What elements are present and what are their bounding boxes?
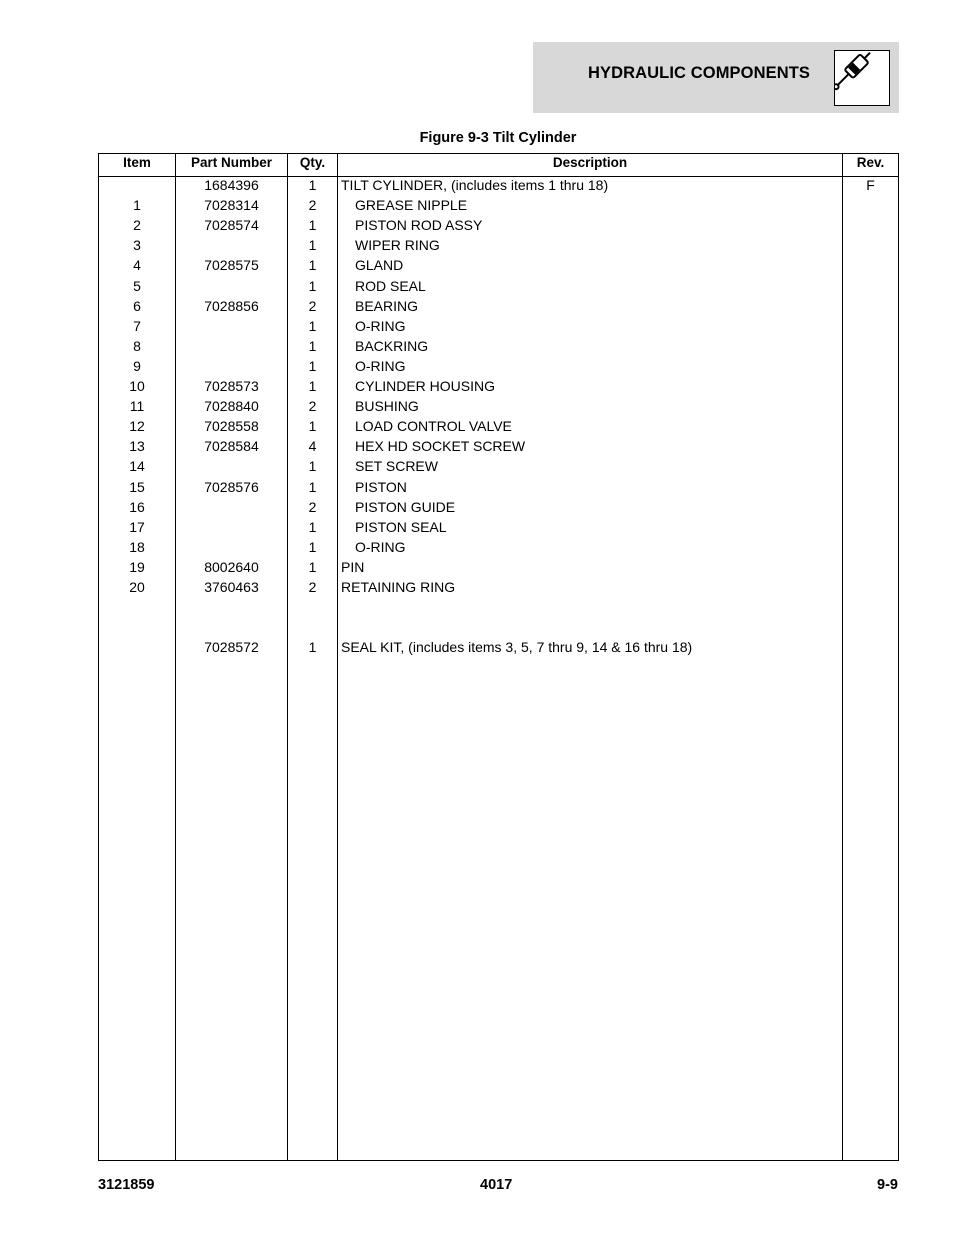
table-row [99,519,898,539]
table-row [99,257,898,277]
cell-qty: 2 [308,498,317,515]
cell-description: TILT CYLINDER, (includes items 1 thru 18) [341,177,609,193]
cell-description: O-RING [355,317,406,334]
cell-item: 18 [129,538,145,555]
cell-part-number: 7028575 [204,257,259,274]
cell-part-number: 3760463 [204,579,259,595]
cell-item: 6 [133,297,141,314]
table-row [99,599,898,619]
cell-qty: 4 [308,438,317,455]
table-row [99,318,898,338]
table-row [99,217,898,237]
cell-item: 16 [129,498,145,515]
cell-item: 13 [129,438,145,455]
cell-qty: 1 [308,538,317,555]
cell-part-number: 7028574 [204,217,259,234]
cell-qty: 1 [308,518,317,535]
footer-page-number: 9-9 [877,1177,898,1193]
footer-model: 4017 [480,1177,513,1193]
column-header-part-number: Part Number [190,155,273,170]
cell-description: PISTON ROD ASSY [355,217,483,234]
table-row [99,539,898,559]
cell-description: PISTON [355,478,407,495]
cell-description: ROD SEAL [355,277,426,294]
hydraulic-cylinder-icon [834,50,890,106]
table-row [99,338,898,358]
cell-item: 10 [129,378,145,394]
column-header-description: Description [552,155,628,170]
cell-qty: 1 [308,458,317,475]
table-row [99,197,898,217]
column-header-item: Item [123,155,151,170]
cell-part-number: 7028314 [204,197,259,214]
cell-qty: 1 [308,177,317,193]
cell-qty: 1 [308,558,317,575]
cell-part-number: 1684396 [204,177,259,193]
cell-description: HEX HD SOCKET SCREW [355,438,526,455]
table-row [99,418,898,438]
cell-item: 12 [129,418,145,435]
table-row [99,398,898,418]
cell-qty: 1 [308,237,317,254]
parts-table [98,153,899,1161]
table-row [99,278,898,298]
cell-item: 19 [129,558,145,575]
cell-part-number: 7028573 [204,378,259,394]
cell-description: CYLINDER HOUSING [355,378,496,394]
cell-qty: 1 [308,277,317,294]
cell-part-number: 8002640 [204,558,259,575]
cell-item: 14 [129,458,145,475]
cell-qty: 1 [308,639,317,656]
cell-qty: 1 [308,418,317,435]
cell-rev: F [866,177,875,193]
cell-item: 15 [129,478,145,495]
figure-title: Figure 9-3 Tilt Cylinder [419,130,577,146]
table-row [99,358,898,378]
cell-item: 5 [133,277,141,294]
cell-part-number: 7028840 [204,398,259,415]
table-row [99,499,898,519]
cell-item: 2 [133,217,141,234]
table-row [99,177,898,197]
column-header-rev: Rev. [856,155,885,170]
column-header-qty: Qty. [299,155,326,170]
cell-description: O-RING [355,357,406,374]
cell-item: 3 [133,237,141,254]
cell-description: GLAND [355,257,404,274]
table-row [99,479,898,499]
table-row [99,298,898,318]
cell-part-number: 7028572 [204,639,259,656]
cell-item: 20 [129,579,145,595]
cell-item: 9 [133,357,141,374]
section-title: HYDRAULIC COMPONENTS [588,64,811,82]
cell-item: 7 [133,317,141,334]
cell-item: 1 [133,197,141,214]
table-row [99,378,898,398]
cell-part-number: 7028558 [204,418,259,435]
cell-qty: 1 [308,337,317,354]
table-row [99,639,898,659]
section-header [533,42,899,113]
cell-qty: 1 [308,257,317,274]
table-row [99,438,898,458]
cell-description: GREASE NIPPLE [355,197,468,214]
cell-item: 11 [129,398,145,415]
cell-description: BUSHING [355,398,419,415]
cell-qty: 1 [308,317,317,334]
cell-description: PISTON GUIDE [355,498,456,515]
cell-qty: 1 [308,357,317,374]
table-row [99,579,898,599]
cell-description: SEAL KIT, (includes items 3, 5, 7 thru 9, 14 & 16 thru 18) [341,639,693,656]
cell-qty: 1 [308,217,317,234]
cell-item: 8 [133,337,141,354]
cell-part-number: 7028584 [204,438,259,455]
cell-qty: 2 [308,197,317,214]
cell-qty: 2 [308,579,317,595]
table-row [99,559,898,579]
table-row [99,619,898,639]
cell-description: BEARING [355,297,419,314]
cell-part-number: 7028576 [204,478,259,495]
cell-item: 17 [129,518,145,535]
cell-description: RETAINING RING [341,579,456,595]
cell-part-number: 7028856 [204,297,259,314]
table-row [99,237,898,257]
cell-description: O-RING [355,538,406,555]
footer-document-number: 3121859 [98,1177,155,1193]
cell-description: LOAD CONTROL VALVE [355,418,512,435]
cell-description: WIPER RING [355,237,440,254]
cell-description: PIN [341,558,365,575]
cell-qty: 1 [308,478,317,495]
cell-qty: 1 [308,378,317,394]
table-row [99,458,898,478]
cell-item: 4 [133,257,141,274]
cell-qty: 2 [308,398,317,415]
cell-description: BACKRING [355,337,429,354]
cell-description: PISTON SEAL [355,518,447,535]
cell-qty: 2 [308,297,317,314]
cell-description: SET SCREW [355,458,438,475]
